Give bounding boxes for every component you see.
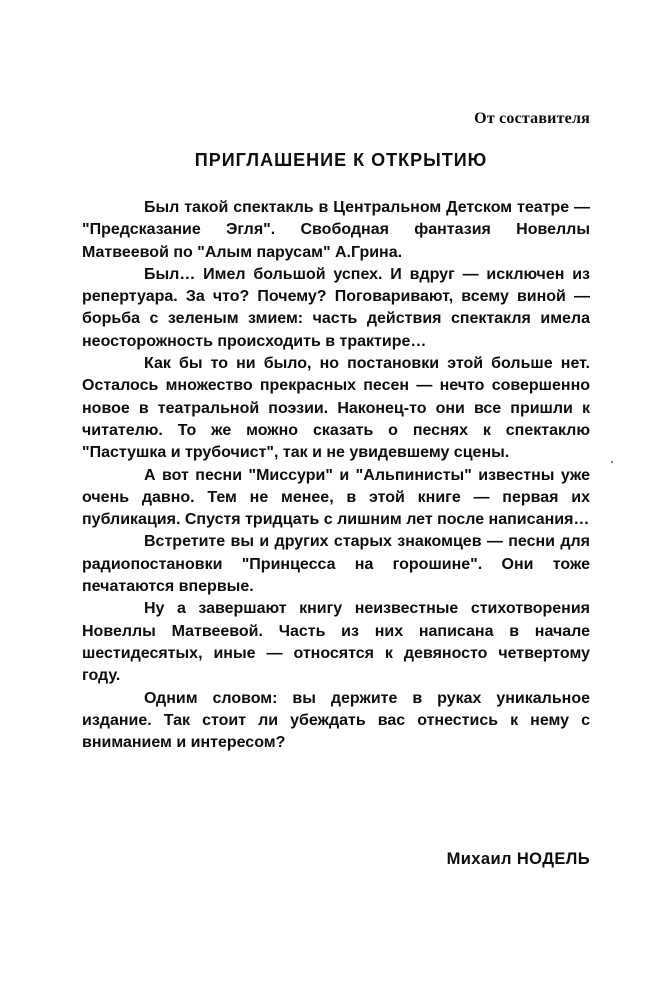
paragraph: Ну а завершают книгу неизвестные стихотворения Новеллы Матвеевой. Часть из них написана в начале шестидесятых, иные — относятся к девяносто четвертому году. bbox=[82, 600, 590, 685]
paragraph: Одним словом: вы держите в руках уникальное издание. Так стоит ли убеждать вас отнестись к нему с вниманием и интересом? bbox=[82, 689, 590, 752]
paragraph: Как бы то ни было, но постановки этой больше нет. Осталось множество прекрасных песен — нечто совершенно новое в театральной поэзии. Наконец-то они все пришли к читателю. То же можно сказать о песнях к спектаклю "Пастушка и трубочист", так и не увидевшему сцены. bbox=[82, 355, 590, 462]
author-signature: Михаил НОДЕЛЬ bbox=[446, 850, 590, 868]
section-label: От составителя bbox=[474, 110, 590, 127]
paragraph: Встретите вы и других старых знакомцев — песни для радиопостановки "Принцесса на горошине". Они тоже печатаются впервые. bbox=[82, 533, 590, 596]
paragraph: Был… Имел большой успех. И вдруг — исключен из репертуара. За что? Почему? Поговаривают, всему виной — борьба с зеленым змием: часть действия спектакля имела неосторожность происходить в трактире… bbox=[82, 265, 590, 350]
body-text bbox=[82, 197, 590, 754]
print-speck bbox=[611, 461, 613, 463]
page-title: ПРИГЛАШЕНИЕ К ОТКРЫТИЮ bbox=[194, 150, 488, 170]
paragraph: Был такой спектакль в Центральном Детском театре — "Предсказание Эгля". Свободная фантазия Новеллы Матвеевой по "Алым парусам" А.Грина. bbox=[82, 199, 590, 261]
paragraph: А вот песни "Миссури" и "Альпинисты" известны уже очень давно. Тем не менее, в этой книге — первая их публикация. Спустя тридцать с лишним лет после написания… bbox=[82, 466, 590, 529]
